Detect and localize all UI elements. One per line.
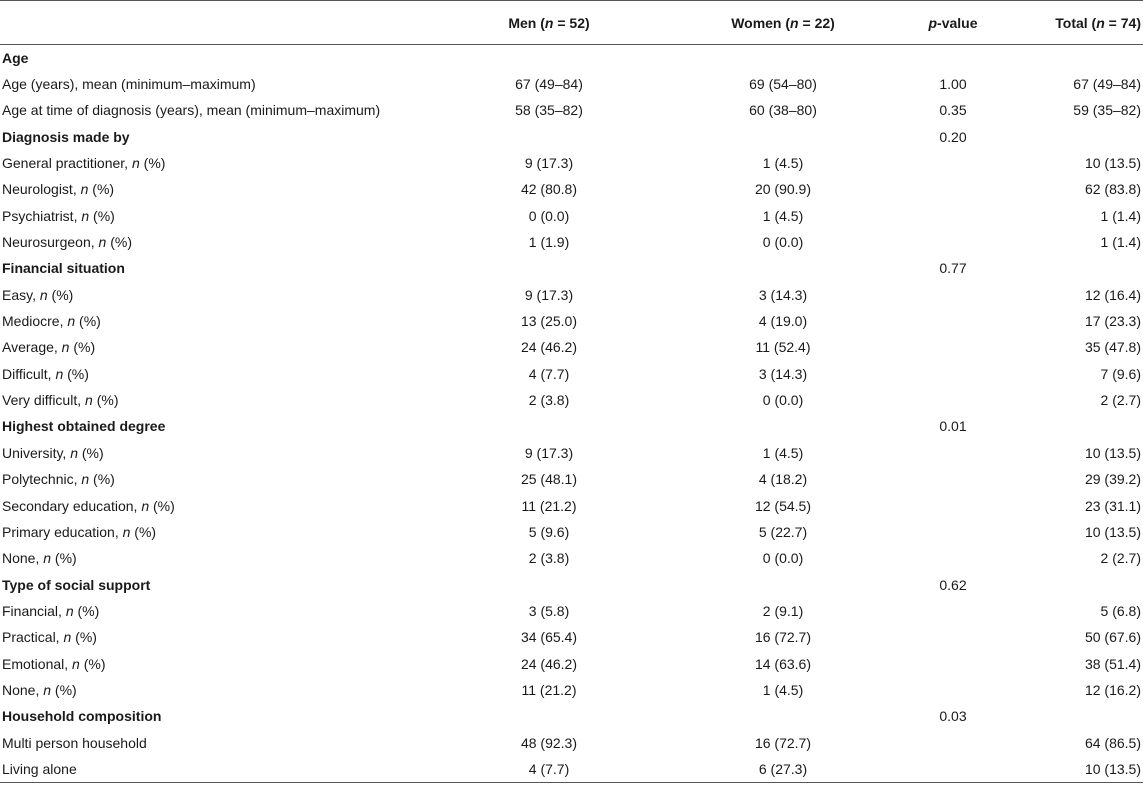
women-value: 1 (4.5)	[762, 681, 804, 698]
total-value: 10 (13.5)	[1084, 155, 1141, 172]
men-value: 24 (46.2)	[520, 339, 578, 356]
row-label: General practitioner, n (%)	[2, 155, 166, 172]
total-value: 12 (16.4)	[1084, 286, 1141, 303]
total-value: 64 (86.5)	[1084, 734, 1141, 751]
row-label: Practical, n (%)	[2, 629, 97, 646]
men-value: 67 (49–84)	[515, 76, 583, 93]
total-value: 59 (35–82)	[1073, 102, 1141, 119]
p-value	[892, 545, 1014, 571]
men-value: 13 (25.0)	[520, 313, 578, 330]
table-row	[0, 650, 1143, 676]
section-row	[0, 124, 1143, 150]
row-label: Difficult, n (%)	[2, 365, 89, 382]
row-label: Secondary education, n (%)	[2, 497, 175, 514]
p-value	[892, 756, 1014, 782]
women-value: 12 (54.5)	[754, 497, 812, 514]
total-value: 62 (83.8)	[1084, 181, 1141, 198]
row-label: None, n (%)	[2, 550, 77, 567]
women-value: 4 (18.2)	[758, 471, 808, 488]
p-value	[892, 519, 1014, 545]
men-value: 4 (7.7)	[528, 365, 570, 382]
total-value: 1 (1.4)	[1100, 234, 1141, 251]
total-value: 10 (13.5)	[1084, 444, 1141, 461]
p-value	[892, 282, 1014, 308]
women-value: 0 (0.0)	[762, 392, 804, 409]
total-value	[1014, 703, 1143, 729]
p-value	[892, 440, 1014, 466]
table-row	[0, 150, 1143, 176]
section-label: Diagnosis made by	[2, 128, 130, 145]
section-row	[0, 413, 1143, 439]
table-row	[0, 308, 1143, 334]
total-value: 2 (2.7)	[1100, 550, 1141, 567]
women-value: 4 (19.0)	[758, 313, 808, 330]
row-label: Primary education, n (%)	[2, 523, 157, 540]
p-value: 0.01	[939, 418, 967, 435]
women-value: 60 (38–80)	[749, 102, 817, 119]
men-value	[424, 703, 674, 729]
men-value	[424, 413, 674, 439]
p-value	[892, 387, 1014, 413]
men-value: 34 (65.4)	[520, 629, 578, 646]
total-value	[1014, 255, 1143, 281]
women-value	[674, 124, 892, 150]
row-label: Living alone	[0, 756, 424, 782]
table-row	[0, 334, 1143, 360]
p-value	[892, 466, 1014, 492]
men-value: 24 (46.2)	[520, 655, 578, 672]
men-value: 0 (0.0)	[528, 207, 570, 224]
total-value: 67 (49–84)	[1073, 76, 1141, 93]
men-value: 5 (9.6)	[528, 523, 570, 540]
table-row	[0, 677, 1143, 703]
men-value: 4 (7.7)	[424, 756, 674, 782]
men-value: 11 (21.2)	[521, 681, 577, 698]
row-label: Polytechnic, n (%)	[2, 471, 115, 488]
p-value	[892, 361, 1014, 387]
total-value: 10 (13.5)	[1084, 523, 1141, 540]
women-value	[674, 571, 892, 597]
p-value	[892, 334, 1014, 360]
table-row	[0, 97, 1143, 123]
women-value: 14 (63.6)	[754, 655, 812, 672]
header-p-value: p-value	[892, 1, 1014, 45]
women-value: 1 (4.5)	[762, 155, 804, 172]
p-value	[892, 45, 1014, 71]
header-women: Women (n = 22)	[674, 1, 892, 45]
header-row	[0, 1, 1143, 45]
women-value: 0 (0.0)	[762, 550, 804, 567]
section-row	[0, 45, 1143, 71]
row-label: Average, n (%)	[2, 339, 96, 356]
women-value: 1 (4.5)	[762, 207, 804, 224]
row-label: Age at time of diagnosis (years), mean (minimum–maximum)	[2, 102, 381, 119]
men-value	[424, 124, 674, 150]
p-value	[892, 203, 1014, 229]
p-value	[892, 176, 1014, 202]
men-value: 42 (80.8)	[520, 181, 578, 198]
total-value	[1014, 413, 1143, 439]
row-label: Psychiatrist, n (%)	[2, 207, 115, 224]
table-row	[0, 361, 1143, 387]
women-value	[674, 45, 892, 71]
table-body	[0, 45, 1143, 783]
row-label: Neurologist, n (%)	[2, 181, 115, 198]
men-value: 2 (3.8)	[528, 550, 570, 567]
men-value: 48 (92.3)	[520, 734, 578, 751]
total-value: 50 (67.6)	[1084, 629, 1141, 646]
table-row	[0, 466, 1143, 492]
p-value	[892, 229, 1014, 255]
table-row	[0, 756, 1143, 782]
total-value	[1014, 124, 1143, 150]
section-label: Type of social support	[2, 576, 151, 593]
total-value: 10 (13.5)	[1014, 756, 1143, 782]
section-row	[0, 571, 1143, 597]
women-value: 5 (22.7)	[758, 523, 808, 540]
women-value: 16 (72.7)	[754, 734, 812, 751]
row-label: Emotional, n (%)	[2, 655, 106, 672]
table-row	[0, 545, 1143, 571]
total-value	[1014, 45, 1143, 71]
table-row	[0, 387, 1143, 413]
total-value: 23 (31.1)	[1084, 497, 1141, 514]
row-label: Neurosurgeon, n (%)	[2, 234, 132, 251]
men-value: 9 (17.3)	[524, 286, 574, 303]
p-value: 0.03	[939, 708, 967, 725]
table-row	[0, 492, 1143, 518]
total-value: 1 (1.4)	[1100, 207, 1141, 224]
men-value	[424, 571, 674, 597]
men-value	[424, 255, 674, 281]
men-value: 9 (17.3)	[524, 444, 574, 461]
total-value: 5 (6.8)	[1100, 602, 1141, 619]
p-value	[892, 624, 1014, 650]
women-value	[674, 413, 892, 439]
total-value	[1014, 571, 1143, 597]
p-value: 0.77	[939, 260, 967, 277]
women-value: 3 (14.3)	[758, 365, 808, 382]
p-value: 0.20	[939, 128, 967, 145]
p-value	[892, 598, 1014, 624]
women-value: 20 (90.9)	[754, 181, 812, 198]
women-value: 1 (4.5)	[762, 444, 804, 461]
total-value: 17 (23.3)	[1084, 313, 1141, 330]
women-value: 2 (9.1)	[762, 602, 804, 619]
row-label: Multi person household	[2, 734, 147, 751]
women-value: 6 (27.3)	[674, 756, 892, 782]
men-value: 9 (17.3)	[524, 155, 574, 172]
table-row	[0, 440, 1143, 466]
row-label: Financial, n (%)	[2, 602, 100, 619]
p-value	[892, 150, 1014, 176]
header-characteristic	[0, 1, 424, 45]
row-label: None, n (%)	[2, 681, 77, 698]
row-label: Very difficult, n (%)	[2, 392, 119, 409]
men-value: 25 (48.1)	[520, 471, 578, 488]
row-label: University, n (%)	[2, 444, 104, 461]
section-label: Age	[2, 49, 29, 66]
p-value: 0.35	[939, 102, 967, 119]
total-value: 38 (51.4)	[1084, 655, 1141, 672]
men-value: 1 (1.9)	[528, 234, 570, 251]
p-value	[892, 492, 1014, 518]
total-value: 12 (16.2)	[1084, 681, 1141, 698]
men-value: 11 (21.2)	[521, 497, 577, 514]
p-value: 0.62	[939, 576, 967, 593]
women-value: 16 (72.7)	[754, 629, 812, 646]
table-header	[0, 1, 1143, 45]
women-value: 11 (52.4)	[755, 339, 811, 356]
p-value	[892, 308, 1014, 334]
women-value	[674, 703, 892, 729]
section-row	[0, 255, 1143, 281]
table-row	[0, 71, 1143, 97]
table-row	[0, 598, 1143, 624]
section-row	[0, 703, 1143, 729]
men-value: 58 (35–82)	[515, 102, 583, 119]
table-row	[0, 203, 1143, 229]
men-value: 2 (3.8)	[528, 392, 570, 409]
men-value	[424, 45, 674, 71]
table-row	[0, 519, 1143, 545]
women-value: 69 (54–80)	[749, 76, 817, 93]
total-value: 29 (39.2)	[1084, 471, 1141, 488]
women-value: 0 (0.0)	[762, 234, 804, 251]
section-label: Financial situation	[2, 260, 125, 277]
section-label: Highest obtained degree	[2, 418, 166, 435]
total-value: 7 (9.6)	[1100, 365, 1141, 382]
header-total: Total (n = 74)	[1014, 1, 1143, 45]
row-label: Easy, n (%)	[2, 286, 74, 303]
p-value	[892, 650, 1014, 676]
table-row	[0, 229, 1143, 255]
women-value	[674, 255, 892, 281]
header-men: Men (n = 52)	[424, 1, 674, 45]
table-row	[0, 176, 1143, 202]
row-label: Mediocre, n (%)	[2, 313, 101, 330]
p-value	[892, 677, 1014, 703]
total-value: 2 (2.7)	[1100, 392, 1141, 409]
men-value: 3 (5.8)	[528, 602, 570, 619]
table-row	[0, 282, 1143, 308]
table-row	[0, 729, 1143, 755]
total-value: 35 (47.8)	[1084, 339, 1141, 356]
p-value	[892, 729, 1014, 755]
women-value: 3 (14.3)	[758, 286, 808, 303]
row-label: Age (years), mean (minimum–maximum)	[2, 76, 256, 93]
section-label: Household composition	[2, 708, 162, 725]
table-row	[0, 624, 1143, 650]
p-value: 1.00	[939, 76, 967, 93]
